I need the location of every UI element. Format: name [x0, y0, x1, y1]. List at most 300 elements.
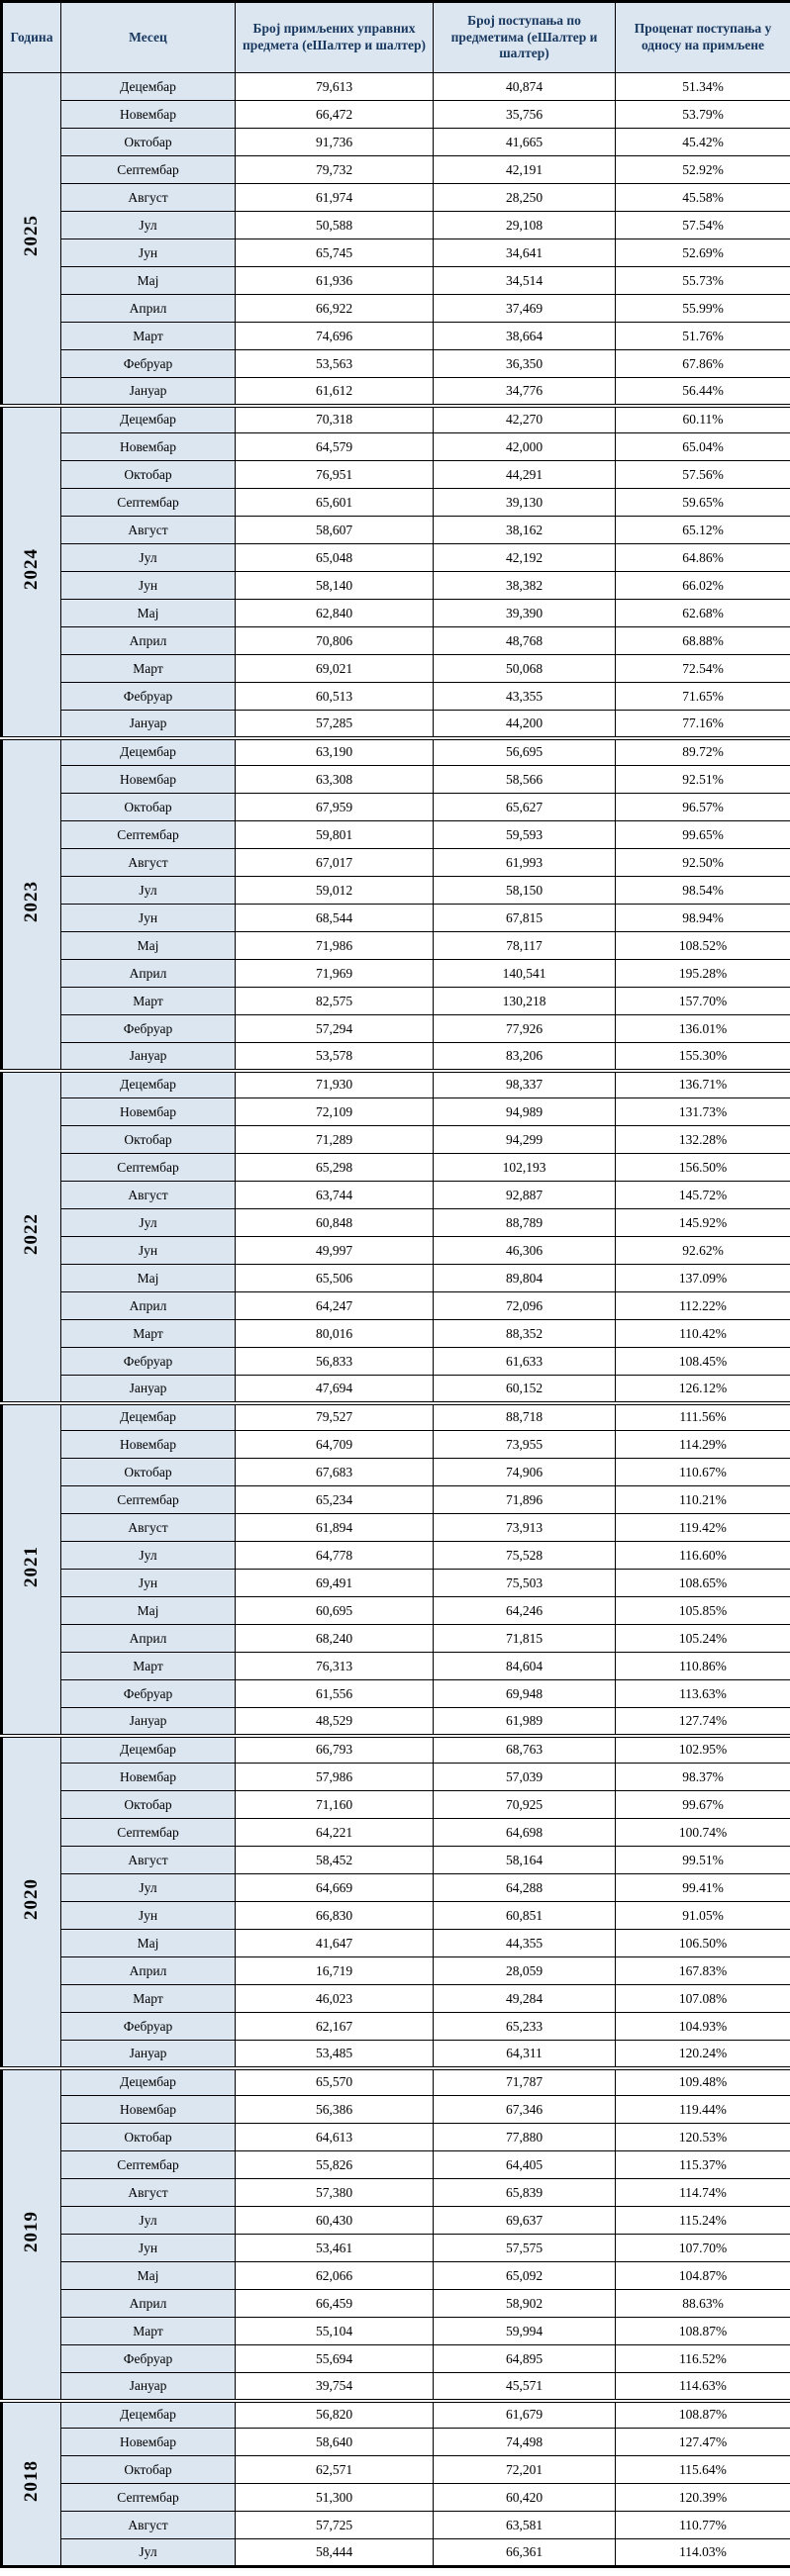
percent-cell: 53.79% [616, 101, 790, 129]
month-cell: Јануар [61, 1708, 236, 1736]
percent-cell: 115.37% [616, 2151, 790, 2179]
processed-cell: 72,096 [434, 1292, 616, 1320]
month-cell: Август [61, 1847, 236, 1874]
received-cell: 64,613 [236, 2124, 434, 2151]
year-text: 2018 [21, 2460, 42, 2503]
year-label [2, 1071, 61, 1403]
table-row [2, 1265, 790, 1292]
received-cell: 65,234 [236, 1486, 434, 1514]
percent-cell: 57.56% [616, 461, 790, 489]
received-cell: 67,959 [236, 794, 434, 821]
year-text: 2024 [21, 548, 42, 590]
received-cell: 65,570 [236, 2068, 434, 2096]
table-row [2, 544, 790, 572]
year-text: 2023 [21, 881, 42, 922]
percent-cell: 96.57% [616, 794, 790, 821]
processed-cell: 58,902 [434, 2290, 616, 2318]
table-row [2, 1930, 790, 1957]
month-cell: Јун [61, 1570, 236, 1597]
month-cell: Фебруар [61, 1015, 236, 1043]
received-cell: 56,833 [236, 1348, 434, 1376]
processed-cell: 140,541 [434, 960, 616, 988]
received-cell: 39,754 [236, 2373, 434, 2401]
processed-cell: 71,787 [434, 2068, 616, 2096]
received-cell: 64,709 [236, 1431, 434, 1459]
table-row [2, 267, 790, 295]
table-row [2, 239, 790, 267]
processed-cell: 75,503 [434, 1570, 616, 1597]
processed-cell: 77,926 [434, 1015, 616, 1043]
percent-cell: 110.21% [616, 1486, 790, 1514]
month-cell: Март [61, 2318, 236, 2345]
processed-cell: 40,874 [434, 73, 616, 101]
month-cell: Септембар [61, 821, 236, 849]
processed-cell: 65,233 [434, 2013, 616, 2041]
received-cell: 60,513 [236, 683, 434, 711]
received-cell: 69,491 [236, 1570, 434, 1597]
processed-cell: 69,637 [434, 2207, 616, 2235]
month-cell: Децембар [61, 1403, 236, 1431]
received-cell: 65,601 [236, 489, 434, 517]
processed-cell: 94,299 [434, 1126, 616, 1154]
received-cell: 47,694 [236, 1376, 434, 1403]
table-row [2, 600, 790, 627]
month-cell: Септембар [61, 156, 236, 184]
month-cell: Октобар [61, 1791, 236, 1819]
percent-cell: 108.65% [616, 1570, 790, 1597]
processed-cell: 39,130 [434, 489, 616, 517]
percent-cell: 77.16% [616, 711, 790, 738]
month-cell: Септембар [61, 1486, 236, 1514]
table-row [2, 1625, 790, 1653]
table-row [2, 1237, 790, 1265]
month-cell: Фебруар [61, 1348, 236, 1376]
processed-cell: 65,627 [434, 794, 616, 821]
percent-cell: 56.44% [616, 378, 790, 406]
received-cell: 71,930 [236, 1071, 434, 1098]
received-cell: 66,459 [236, 2290, 434, 2318]
table-row [2, 2235, 790, 2262]
percent-cell: 59.65% [616, 489, 790, 517]
processed-cell: 64,698 [434, 1819, 616, 1847]
month-cell: Јун [61, 1237, 236, 1265]
year-text: 2021 [21, 1546, 42, 1587]
processed-cell: 88,352 [434, 1320, 616, 1348]
table-row [2, 212, 790, 239]
month-cell: Новембар [61, 101, 236, 129]
table-row [2, 1320, 790, 1348]
month-cell: Новембар [61, 2096, 236, 2124]
processed-cell: 44,200 [434, 711, 616, 738]
table-row [2, 73, 790, 101]
received-cell: 60,848 [236, 1209, 434, 1237]
received-cell: 48,529 [236, 1708, 434, 1736]
month-cell: Новембар [61, 1764, 236, 1791]
processed-cell: 45,571 [434, 2373, 616, 2401]
received-cell: 51,300 [236, 2484, 434, 2512]
percent-cell: 104.87% [616, 2262, 790, 2290]
processed-cell: 84,604 [434, 1653, 616, 1680]
table-row [2, 932, 790, 960]
month-cell: Мај [61, 1597, 236, 1625]
received-cell: 53,578 [236, 1043, 434, 1071]
table-row [2, 572, 790, 600]
year-label [2, 1403, 61, 1736]
table-row [2, 2096, 790, 2124]
header-received: Број примљених управних предмета (еШалтер и шалтер) [236, 2, 434, 73]
percent-cell: 116.60% [616, 1542, 790, 1570]
processed-cell: 89,804 [434, 1265, 616, 1292]
received-cell: 79,732 [236, 156, 434, 184]
table-row [2, 2262, 790, 2290]
received-cell: 80,016 [236, 1320, 434, 1348]
received-cell: 64,579 [236, 433, 434, 461]
processed-cell: 69,948 [434, 1680, 616, 1708]
table-row [2, 794, 790, 821]
table-row [2, 683, 790, 711]
percent-cell: 110.67% [616, 1459, 790, 1486]
month-cell: Јун [61, 2235, 236, 2262]
month-cell: Децембар [61, 2068, 236, 2096]
table-row [2, 156, 790, 184]
table-row [2, 1542, 790, 1570]
table-row [2, 461, 790, 489]
processed-cell: 56,695 [434, 738, 616, 766]
received-cell: 66,472 [236, 101, 434, 129]
month-cell: Фебруар [61, 1680, 236, 1708]
percent-cell: 145.92% [616, 1209, 790, 1237]
percent-cell: 99.67% [616, 1791, 790, 1819]
table-row [2, 1570, 790, 1597]
received-cell: 58,640 [236, 2429, 434, 2456]
received-cell: 60,695 [236, 1597, 434, 1625]
received-cell: 62,571 [236, 2456, 434, 2484]
processed-cell: 61,633 [434, 1348, 616, 1376]
table-row [2, 1847, 790, 1874]
received-cell: 60,430 [236, 2207, 434, 2235]
table-row [2, 2318, 790, 2345]
month-cell: Октобар [61, 794, 236, 821]
received-cell: 61,974 [236, 184, 434, 212]
processed-cell: 67,815 [434, 905, 616, 932]
table-row [2, 1819, 790, 1847]
month-cell: Децембар [61, 73, 236, 101]
percent-cell: 112.22% [616, 1292, 790, 1320]
month-cell: Март [61, 988, 236, 1015]
month-cell: Јануар [61, 711, 236, 738]
processed-cell: 59,593 [434, 821, 616, 849]
percent-cell: 115.24% [616, 2207, 790, 2235]
received-cell: 62,840 [236, 600, 434, 627]
month-cell: Јул [61, 2539, 236, 2567]
received-cell: 64,221 [236, 1819, 434, 1847]
table-row [2, 2484, 790, 2512]
percent-cell: 99.51% [616, 1847, 790, 1874]
month-cell: Фебруар [61, 2013, 236, 2041]
percent-cell: 110.77% [616, 2512, 790, 2539]
month-cell: Јун [61, 1902, 236, 1930]
month-cell: Мај [61, 267, 236, 295]
month-cell: Децембар [61, 738, 236, 766]
received-cell: 61,612 [236, 378, 434, 406]
percent-cell: 155.30% [616, 1043, 790, 1071]
percent-cell: 55.99% [616, 295, 790, 323]
month-cell: Октобар [61, 2456, 236, 2484]
processed-cell: 98,337 [434, 1071, 616, 1098]
processed-cell: 34,514 [434, 267, 616, 295]
processed-cell: 61,993 [434, 849, 616, 877]
processed-cell: 37,469 [434, 295, 616, 323]
month-cell: Јун [61, 905, 236, 932]
header-processed: Број поступања по предметима (еШалтер и шалтер) [434, 2, 616, 73]
received-cell: 49,997 [236, 1237, 434, 1265]
table-row [2, 2539, 790, 2567]
month-cell: Мај [61, 2262, 236, 2290]
month-cell: Септембар [61, 2484, 236, 2512]
header-month: Месец [61, 2, 236, 73]
processed-cell: 60,851 [434, 1902, 616, 1930]
received-cell: 71,986 [236, 932, 434, 960]
table-row [2, 184, 790, 212]
month-cell: Март [61, 1985, 236, 2013]
processed-cell: 42,270 [434, 406, 616, 433]
month-cell: Септембар [61, 489, 236, 517]
year-label [2, 73, 61, 406]
received-cell: 61,556 [236, 1680, 434, 1708]
table-row [2, 1764, 790, 1791]
table-row [2, 2429, 790, 2456]
processed-cell: 43,355 [434, 683, 616, 711]
percent-cell: 60.11% [616, 406, 790, 433]
table-row [2, 2013, 790, 2041]
processed-cell: 36,350 [434, 350, 616, 378]
percent-cell: 108.87% [616, 2401, 790, 2429]
table-row [2, 1154, 790, 1182]
received-cell: 53,461 [236, 2235, 434, 2262]
percent-cell: 156.50% [616, 1154, 790, 1182]
table-row [2, 2041, 790, 2068]
processed-cell: 46,306 [434, 1237, 616, 1265]
percent-cell: 110.42% [616, 1320, 790, 1348]
processed-cell: 60,152 [434, 1376, 616, 1403]
percent-cell: 92.51% [616, 766, 790, 794]
percent-cell: 136.01% [616, 1015, 790, 1043]
month-cell: Август [61, 2512, 236, 2539]
received-cell: 82,575 [236, 988, 434, 1015]
table-row [2, 433, 790, 461]
percent-cell: 52.92% [616, 156, 790, 184]
processed-cell: 42,191 [434, 156, 616, 184]
month-cell: Март [61, 323, 236, 350]
month-cell: Новембар [61, 2429, 236, 2456]
year-text: 2019 [21, 2211, 42, 2252]
received-cell: 76,951 [236, 461, 434, 489]
processed-cell: 38,382 [434, 572, 616, 600]
processed-cell: 71,815 [434, 1625, 616, 1653]
month-cell: Јануар [61, 2373, 236, 2401]
table-row [2, 2373, 790, 2401]
month-cell: Јул [61, 212, 236, 239]
processed-cell: 57,575 [434, 2235, 616, 2262]
table-row [2, 988, 790, 1015]
table-row [2, 2401, 790, 2429]
percent-cell: 65.12% [616, 517, 790, 544]
table-row [2, 1071, 790, 1098]
percent-cell: 51.76% [616, 323, 790, 350]
table-row [2, 1292, 790, 1320]
month-cell: Јун [61, 239, 236, 267]
percent-cell: 72.54% [616, 655, 790, 683]
table-row [2, 1597, 790, 1625]
received-cell: 62,066 [236, 2262, 434, 2290]
percent-cell: 45.42% [616, 129, 790, 156]
percent-cell: 64.86% [616, 544, 790, 572]
table-body [2, 73, 790, 2567]
table-row [2, 1957, 790, 1985]
processed-cell: 63,581 [434, 2512, 616, 2539]
percent-cell: 108.52% [616, 932, 790, 960]
processed-cell: 49,284 [434, 1985, 616, 2013]
year-label [2, 1736, 61, 2068]
received-cell: 65,048 [236, 544, 434, 572]
percent-cell: 62.68% [616, 600, 790, 627]
month-cell: Децембар [61, 406, 236, 433]
received-cell: 55,104 [236, 2318, 434, 2345]
table-row [2, 821, 790, 849]
month-cell: Фебруар [61, 683, 236, 711]
year-text: 2022 [21, 1213, 42, 1255]
processed-cell: 92,887 [434, 1182, 616, 1209]
month-cell: Децембар [61, 1071, 236, 1098]
percent-cell: 45.58% [616, 184, 790, 212]
table-row [2, 1459, 790, 1486]
processed-cell: 48,768 [434, 627, 616, 655]
processed-cell: 64,288 [434, 1874, 616, 1902]
processed-cell: 75,528 [434, 1542, 616, 1570]
received-cell: 68,240 [236, 1625, 434, 1653]
processed-cell: 88,789 [434, 1209, 616, 1237]
processed-cell: 73,913 [434, 1514, 616, 1542]
percent-cell: 68.88% [616, 627, 790, 655]
processed-cell: 57,039 [434, 1764, 616, 1791]
percent-cell: 167.83% [616, 1957, 790, 1985]
table-row [2, 1874, 790, 1902]
percent-cell: 120.24% [616, 2041, 790, 2068]
percent-cell: 104.93% [616, 2013, 790, 2041]
processed-cell: 64,311 [434, 2041, 616, 2068]
received-cell: 53,563 [236, 350, 434, 378]
processed-cell: 44,291 [434, 461, 616, 489]
processed-cell: 61,989 [434, 1708, 616, 1736]
header-year: Година [2, 2, 61, 73]
table-row [2, 378, 790, 406]
table-row [2, 738, 790, 766]
month-cell: Јул [61, 1542, 236, 1570]
processed-cell: 59,994 [434, 2318, 616, 2345]
processed-cell: 64,895 [434, 2345, 616, 2373]
table-row [2, 1043, 790, 1071]
received-cell: 56,820 [236, 2401, 434, 2429]
percent-cell: 52.69% [616, 239, 790, 267]
received-cell: 59,801 [236, 821, 434, 849]
received-cell: 58,140 [236, 572, 434, 600]
month-cell: Април [61, 627, 236, 655]
percent-cell: 65.04% [616, 433, 790, 461]
table-row [2, 1126, 790, 1154]
received-cell: 16,719 [236, 1957, 434, 1985]
month-cell: Мај [61, 932, 236, 960]
received-cell: 66,793 [236, 1736, 434, 1764]
received-cell: 72,109 [236, 1098, 434, 1126]
processed-cell: 42,000 [434, 433, 616, 461]
processed-cell: 66,361 [434, 2539, 616, 2567]
table-row [2, 295, 790, 323]
percent-cell: 110.86% [616, 1653, 790, 1680]
received-cell: 65,298 [236, 1154, 434, 1182]
percent-cell: 102.95% [616, 1736, 790, 1764]
month-cell: Април [61, 1957, 236, 1985]
month-cell: Мај [61, 1930, 236, 1957]
table-row [2, 1403, 790, 1431]
month-cell: Октобар [61, 461, 236, 489]
percent-cell: 114.29% [616, 1431, 790, 1459]
processed-cell: 41,665 [434, 129, 616, 156]
month-cell: Новембар [61, 766, 236, 794]
percent-cell: 99.41% [616, 1874, 790, 1902]
percent-cell: 131.73% [616, 1098, 790, 1126]
table-row [2, 2290, 790, 2318]
month-cell: Новембар [61, 1098, 236, 1126]
table-row [2, 1431, 790, 1459]
percent-cell: 91.05% [616, 1902, 790, 1930]
table-row [2, 849, 790, 877]
received-cell: 57,294 [236, 1015, 434, 1043]
processed-cell: 60,420 [434, 2484, 616, 2512]
percent-cell: 108.87% [616, 2318, 790, 2345]
month-cell: Мај [61, 1265, 236, 1292]
month-cell: Децембар [61, 2401, 236, 2429]
month-cell: Август [61, 2179, 236, 2207]
processed-cell: 102,193 [434, 1154, 616, 1182]
processed-cell: 72,201 [434, 2456, 616, 2484]
year-text: 2025 [21, 215, 42, 257]
received-cell: 70,318 [236, 406, 434, 433]
table-row [2, 1653, 790, 1680]
received-cell: 64,669 [236, 1874, 434, 1902]
table-row [2, 905, 790, 932]
received-cell: 65,506 [236, 1265, 434, 1292]
month-cell: Април [61, 2290, 236, 2318]
month-cell: Јул [61, 544, 236, 572]
month-cell: Септембар [61, 1819, 236, 1847]
percent-cell: 98.37% [616, 1764, 790, 1791]
percent-cell: 109.48% [616, 2068, 790, 2096]
processed-cell: 42,192 [434, 544, 616, 572]
processed-cell: 94,989 [434, 1098, 616, 1126]
percent-cell: 116.52% [616, 2345, 790, 2373]
processed-cell: 29,108 [434, 212, 616, 239]
processed-cell: 64,246 [434, 1597, 616, 1625]
table-row [2, 129, 790, 156]
year-label [2, 738, 61, 1071]
table-row [2, 1348, 790, 1376]
received-cell: 59,012 [236, 877, 434, 905]
table-row [2, 2456, 790, 2484]
year-label [2, 2068, 61, 2401]
percent-cell: 132.28% [616, 1126, 790, 1154]
received-cell: 50,588 [236, 212, 434, 239]
received-cell: 63,190 [236, 738, 434, 766]
